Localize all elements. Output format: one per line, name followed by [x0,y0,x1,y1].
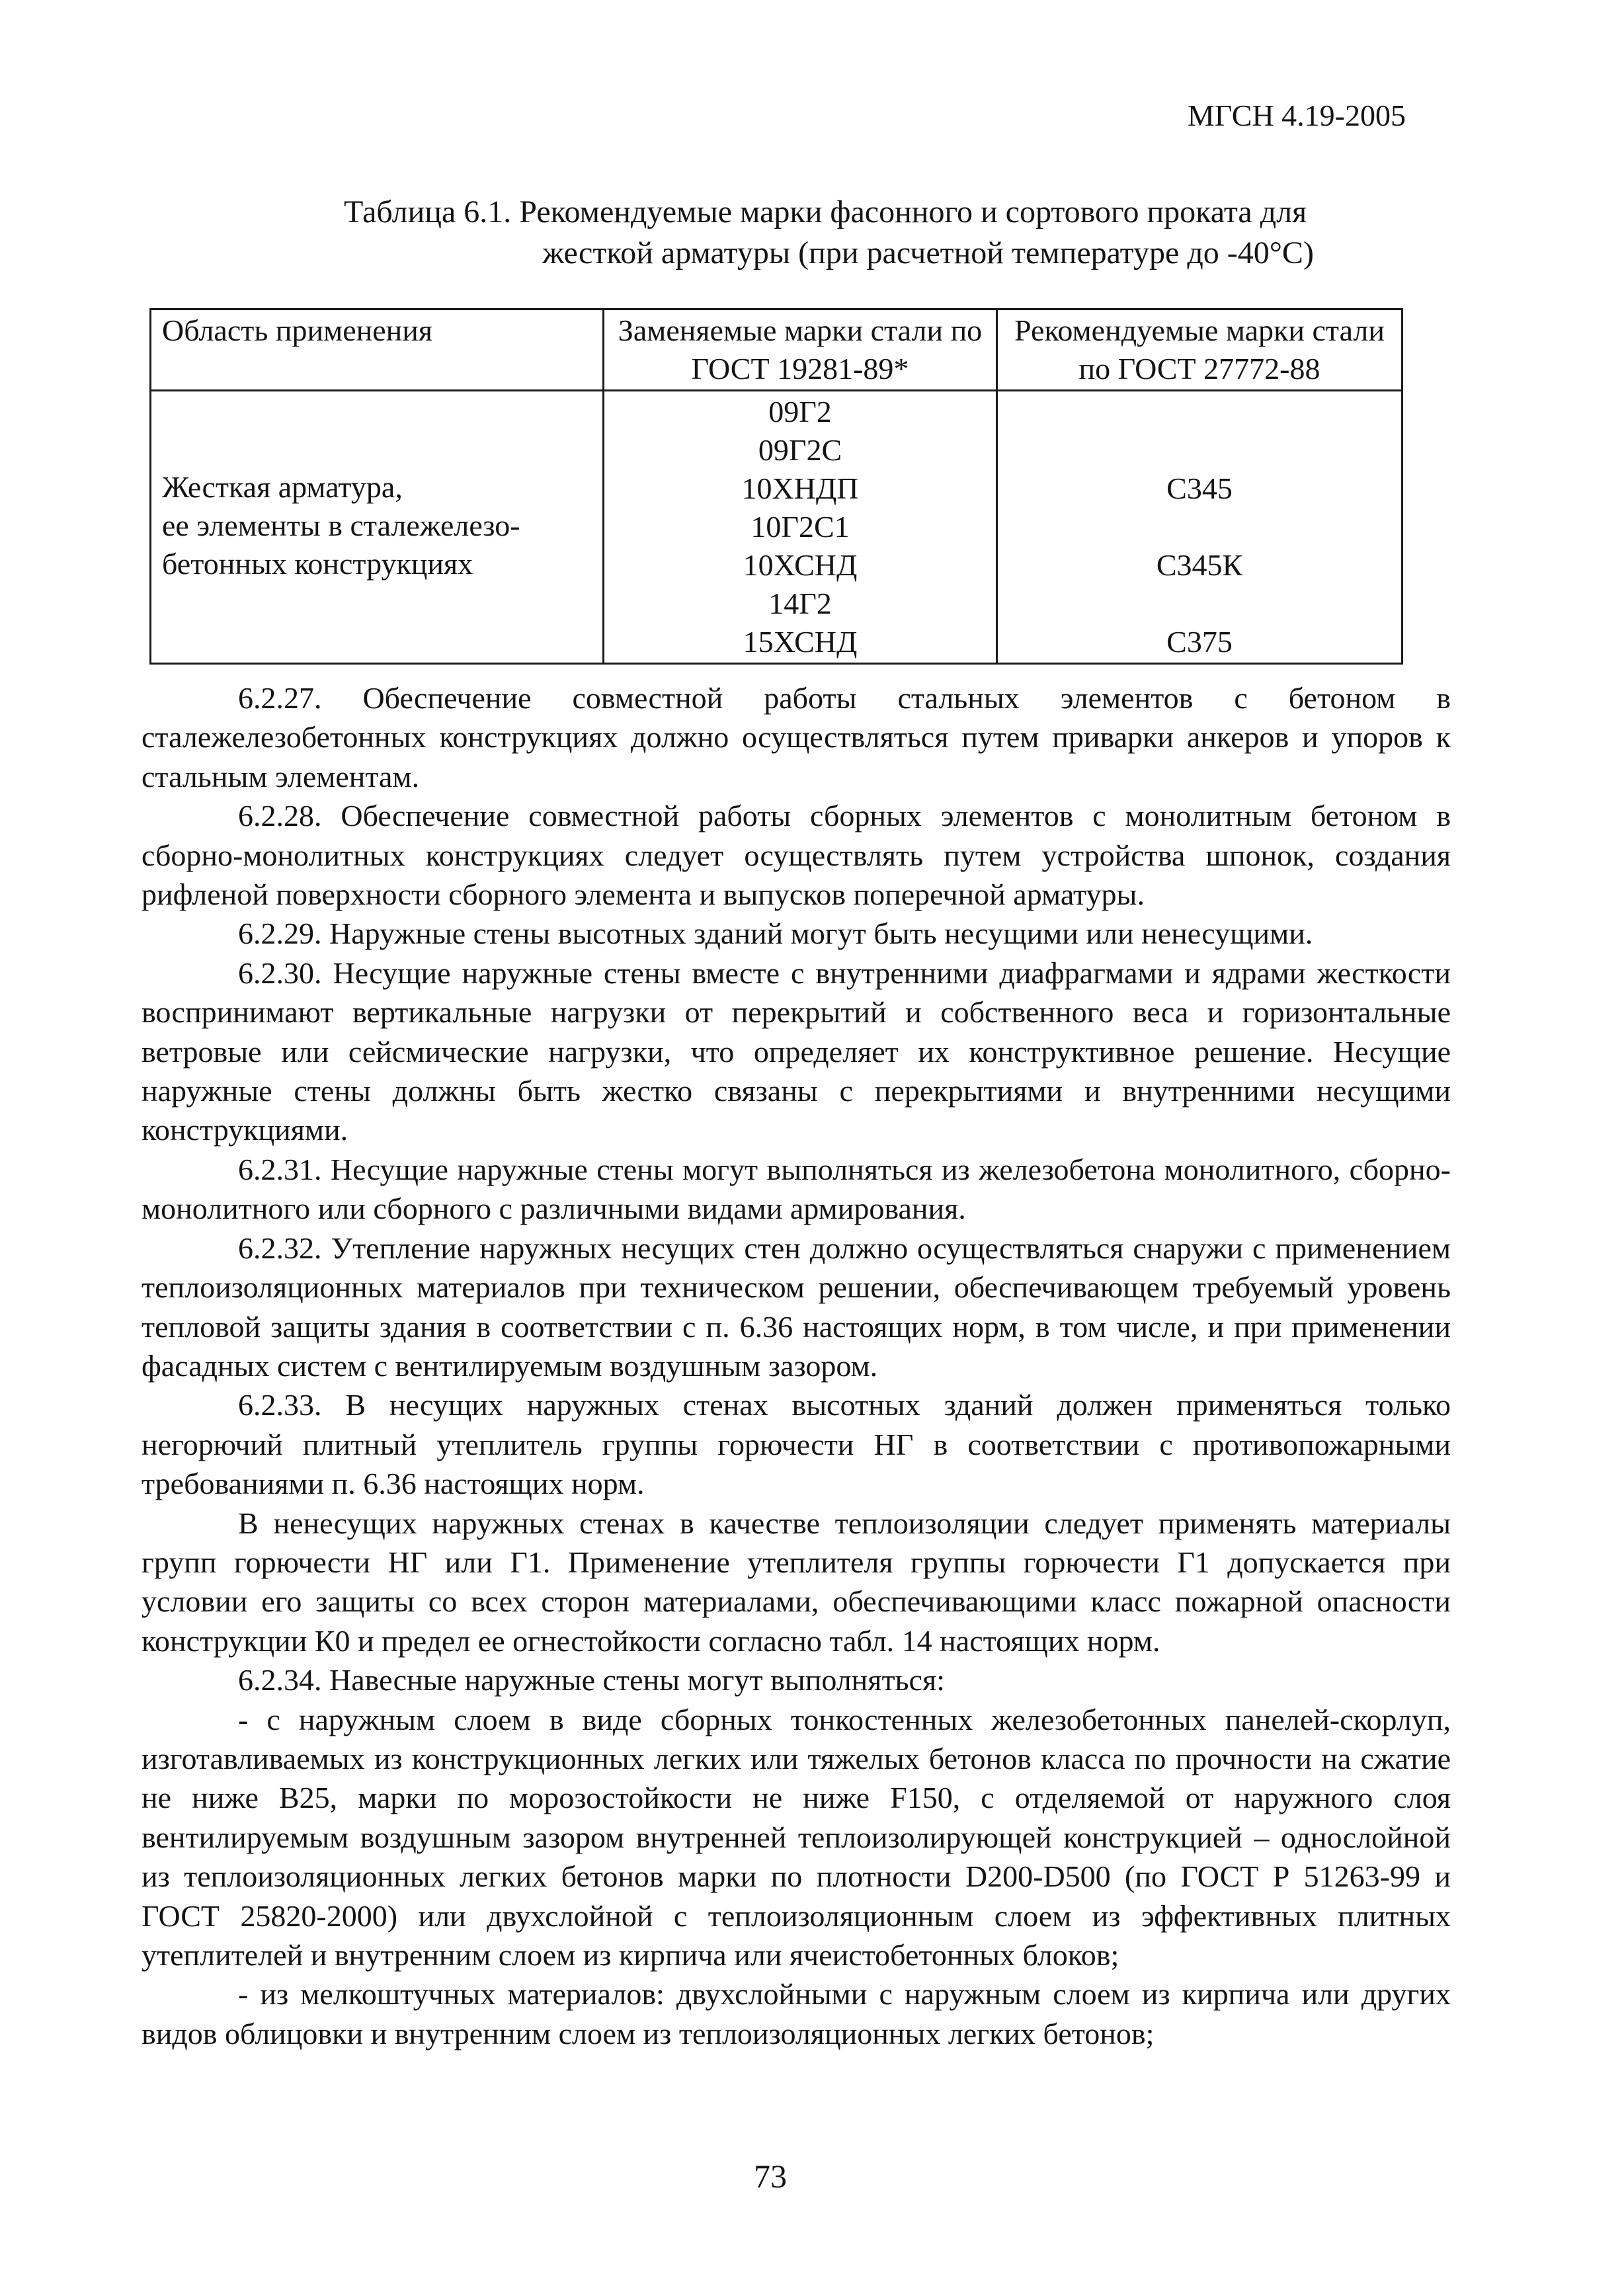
recommended-grade [1008,585,1391,623]
paragraph-non-bearing: В ненесущих наружных стенах в качестве теплоизоляции следует применять материалы групп горючести НГ или Г1. Применение утеплителя группы горючести Г1 допускается при условии его защиты со всех сторон материалами, обеспечивающими класс пожарной опасности конструкции К0 и предел ее огнестойкости согласно табл. 14 настоящих норм. [142,1506,1451,1658]
replaced-grade: 14Г2 [768,587,832,620]
body-text [142,678,1451,2053]
table-header-row [151,309,1402,391]
scope-line: ее элементы в сталежелезо- [162,508,520,542]
replaced-grade: 10Г2С1 [751,510,850,544]
scope-line: Жесткая арматура, [162,470,403,504]
document-code: МГСН 4.19-2005 [1187,99,1406,132]
table-caption-line1: Таблица 6.1. Рекомендуемые марки фасонного и сортового проката для [344,194,1307,229]
header-scope: Область применения [151,309,604,391]
recommended-grade [1008,431,1391,469]
replaced-grade: 09Г2С [758,433,842,467]
table-row [151,391,1402,664]
paragraph-6-2-29: 6.2.29. Наружные стены высотных зданий могут быть несущими или ненесущими. [238,916,1313,951]
table-caption-line2: жесткой арматуры (при расчетной температуре до -40°С) [542,235,1314,270]
page-number: 73 [754,2158,787,2195]
paragraph-6-2-33: 6.2.33. В несущих наружных стенах высотных зданий должен применяться только негорючий плитный утеплитель группы горючести НГ в соответствии с противопожарными требованиями п. 6.36 настоящих норм. [142,1388,1451,1501]
scope-line: бетонных конструкциях [162,547,473,581]
list-item: - с наружным слоем в виде сборных тонкостенных железобетонных панелей-скорлуп, изготавливаемых из конструкционных легких или тяжелых бетонов класса по прочности на сжатие не ниже В25, марки по морозостойкости не ниже F150, с отделяемой от наружного слоя вентилируемым воздушным зазором внутренней теплоизолирующей конструкцией – однослойной из теплоизоляционных легких бетонов марки по плотности D200-D500 (по ГОСТ Р 51263-99 и ГОСТ 25820-2000) или двухслойной с теплоизоляционным слоем из эффективных плитных утеплителей и внутренним слоем из кирпича или ячеистобетонных блоков; [142,1702,1451,1972]
paragraph-6-2-31: 6.2.31. Несущие наружные стены могут выполняться из железобетона монолитного, сборно-монолитного или сборного с различными видами армирования. [142,1152,1451,1226]
replaced-grades-cell [604,391,997,664]
steel-grades-table [149,308,1403,665]
header-replaced-grades: Заменяемые марки стали по ГОСТ 19281-89* [604,309,997,391]
scope-cell [151,391,604,664]
replaced-grade: 15ХСНД [743,625,858,659]
replaced-grade: 09Г2 [768,395,832,428]
paragraph-6-2-32: 6.2.32. Утепление наружных несущих стен должно осуществляться снаружи с применением теплоизоляционных материалов при техническом решении, обеспечивающем требуемый уровень тепловой защиты здания в соответствии с п. 6.36 настоящих норм, в том числе, и при применении фасадных систем с вентилируемым воздушным зазором. [142,1231,1451,1383]
table-caption [344,192,1415,274]
replaced-grade: 10ХНДП [741,471,859,505]
recommended-grade: С345 [1166,471,1233,505]
recommended-grades-cell [997,391,1402,664]
replaced-grade: 10ХСНД [743,548,858,582]
paragraph-6-2-34: 6.2.34. Навесные наружные стены могут выполняться: [238,1663,945,1697]
paragraph-6-2-27: 6.2.27. Обеспечение совместной работы стальных элементов с бетоном в сталежелезобетонных конструкциях должно осуществляться путем приварки анкеров и упоров к стальным элементам. [142,681,1451,793]
recommended-grade: С375 [1166,625,1233,659]
list-item: - из мелкоштучных материалов: двухслойными с наружным слоем из кирпича или других видов облицовки и внутренним слоем из теплоизоляционных легких бетонов; [142,1977,1451,2051]
paragraph-6-2-28: 6.2.28. Обеспечение совместной работы сборных элементов с монолитным бетоном в сборно-монолитных конструкциях следует осуществлять путем устройства шпонок, создания рифленой поверхности сборного элемента и выпусков поперечной арматуры. [142,799,1451,912]
recommended-grade: С345К [1156,548,1243,582]
recommended-grade [1008,393,1391,431]
header-recommended-grades: Рекомендуемые марки стали по ГОСТ 27772-88 [997,309,1402,391]
recommended-grade [1008,508,1391,546]
paragraph-6-2-30: 6.2.30. Несущие наружные стены вместе с внутренними диафрагмами и ядрами жесткости воспринимают вертикальные нагрузки от перекрытий и собственного веса и горизонтальные ветровые или сейсмические нагрузки, что определяет их конструктивное решение. Несущие наружные стены должны быть жестко связаны с перекрытиями и внутренними несущими конструкциями. [142,955,1451,1147]
